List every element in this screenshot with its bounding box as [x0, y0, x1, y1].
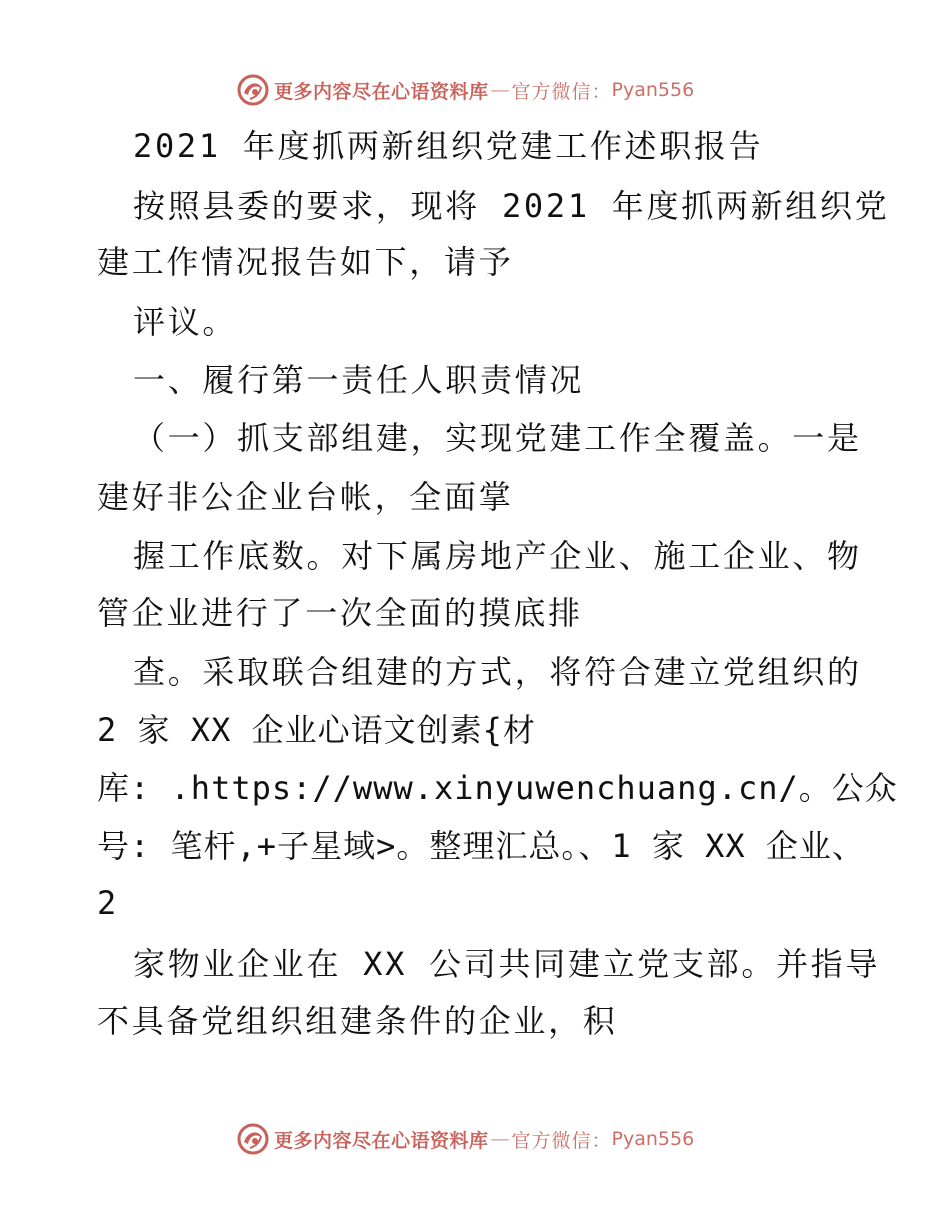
text-line: 建工作情况报告如下，请予	[97, 243, 514, 281]
text-line: 查。采取联合组建的方式，将符合建立党组织的	[133, 653, 862, 691]
banner-wechat-id: Pyan556	[611, 79, 695, 101]
text-line: 评议。	[133, 303, 238, 341]
banner-wechat-label: 官方微信：	[511, 80, 612, 103]
text-line: 2 家 XX 企业心语文创素{材	[97, 711, 536, 749]
text-line: 不具备党组织组建条件的企业，积	[97, 1002, 618, 1040]
text-line: 建好非公企业台帐，全面掌	[97, 478, 514, 516]
text-line: 管企业进行了一次全面的摸底排	[97, 594, 583, 632]
banner-dash: —	[490, 79, 510, 101]
footer-banner	[236, 1121, 694, 1157]
text-line: 家物业企业在 XX 公司共同建立党支部。并指导	[133, 945, 881, 983]
document-title: 2021 年度抓两新组织党建工作述职报告	[133, 127, 764, 165]
swirl-logo-icon	[236, 1122, 270, 1156]
header-banner	[236, 72, 694, 108]
text-line: （一）抓支部组建，实现党建工作全覆盖。一是	[133, 419, 862, 457]
text-line: 握工作底数。对下属房地产企业、施工企业、物	[133, 537, 862, 575]
section-heading: 一、履行第一责任人职责情况	[133, 361, 585, 399]
text-line: 库: .https://www.xinyuwenchuang.cn/。公众	[97, 769, 898, 807]
text-line: 2	[97, 884, 118, 922]
text-line: 号: 笔杆,+子星域>。整理汇总。、1 家 XX 企业、	[97, 827, 865, 865]
swirl-logo-icon	[236, 73, 270, 107]
banner-slogan: 更多内容尽在心语资料库	[274, 1129, 489, 1152]
text-line: 按照县委的要求，现将 2021 年度抓两新组织党	[133, 187, 890, 225]
banner-wechat-label: 官方微信：	[511, 1129, 612, 1152]
banner-slogan: 更多内容尽在心语资料库	[274, 80, 489, 103]
banner-wechat-id: Pyan556	[611, 1128, 695, 1150]
banner-dash: —	[490, 1128, 510, 1150]
